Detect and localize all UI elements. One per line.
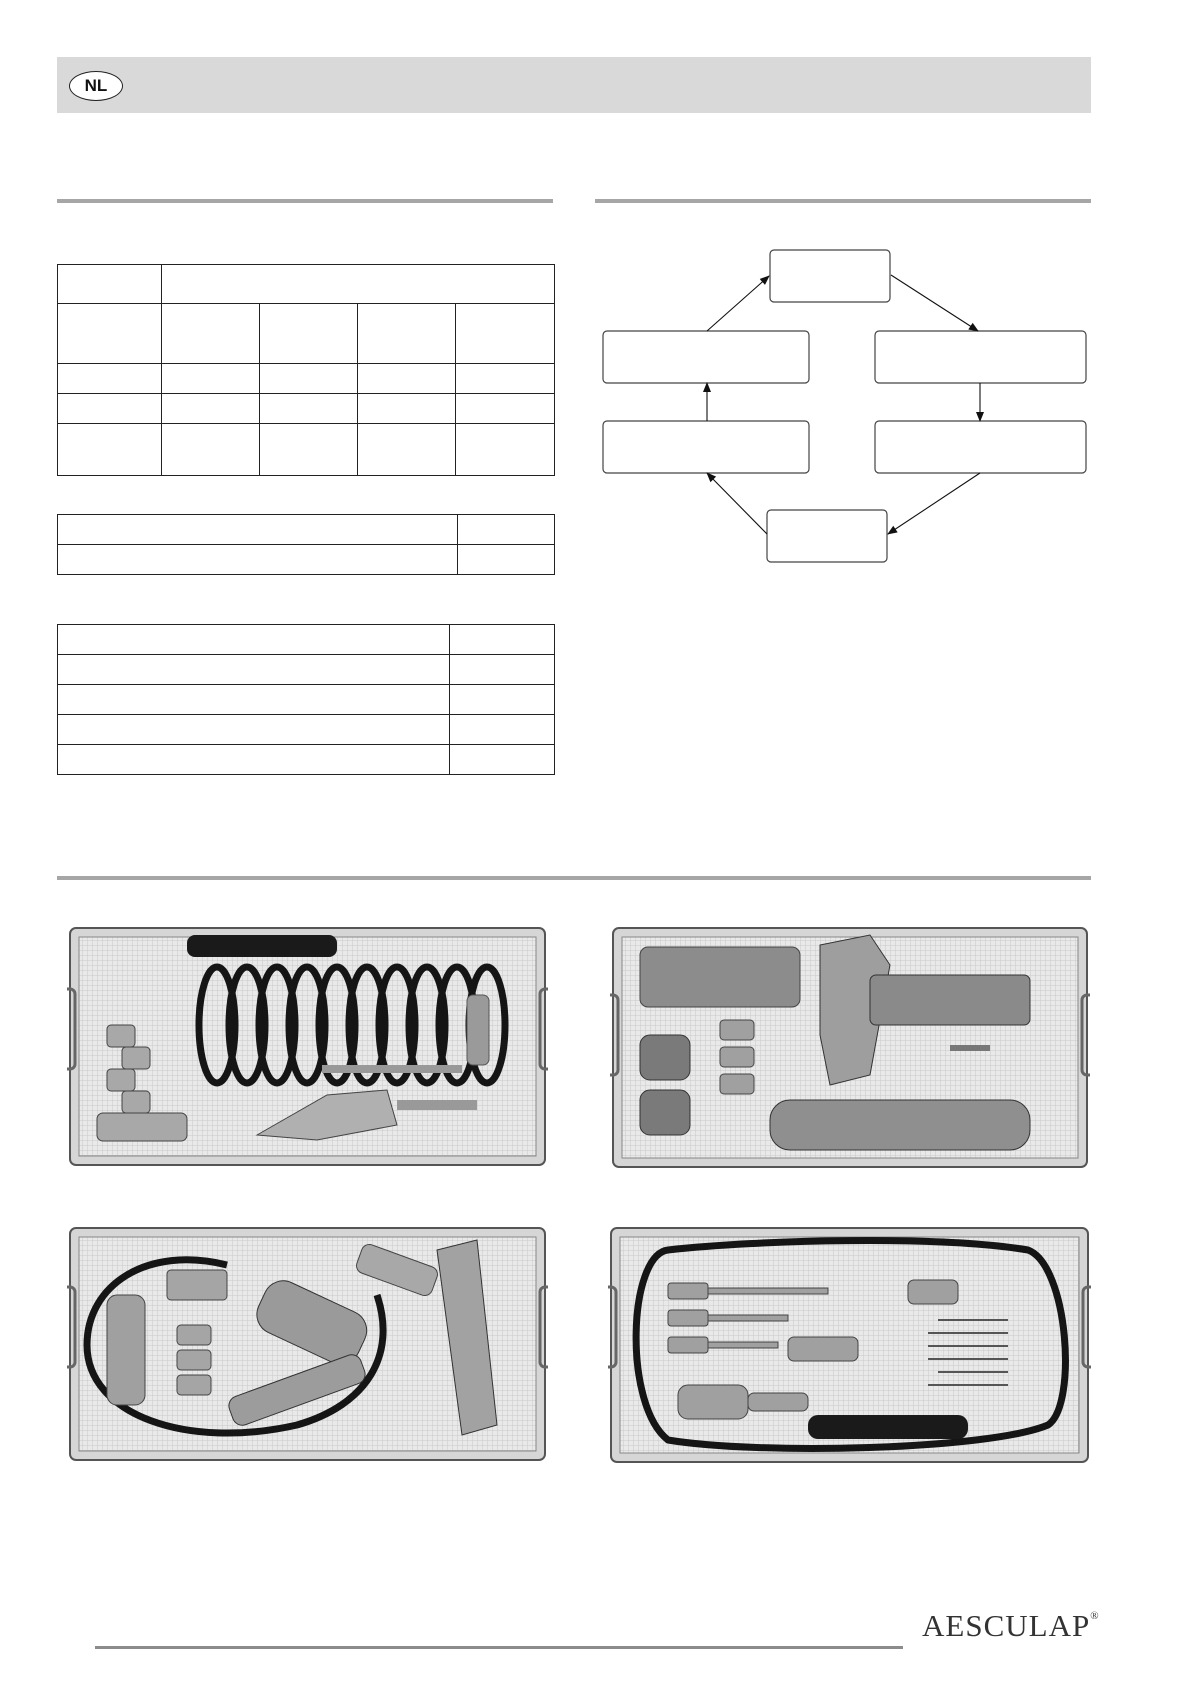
table-cell bbox=[450, 685, 555, 715]
table-row bbox=[58, 685, 555, 715]
table-cell bbox=[260, 394, 358, 424]
table-cell bbox=[260, 424, 358, 476]
table-cell bbox=[58, 364, 162, 394]
table-cell bbox=[58, 424, 162, 476]
table-cell bbox=[58, 545, 458, 575]
data-table-3 bbox=[57, 624, 555, 775]
cycle-arrow bbox=[891, 275, 978, 331]
data-table-1 bbox=[57, 264, 555, 476]
table-cell bbox=[162, 394, 260, 424]
table-cell bbox=[358, 424, 456, 476]
cycle-arrow bbox=[888, 473, 980, 534]
table-cell bbox=[162, 424, 260, 476]
table-row bbox=[58, 655, 555, 685]
table-cell bbox=[162, 304, 260, 364]
table-cell bbox=[450, 745, 555, 775]
table-row bbox=[58, 304, 555, 364]
table-row bbox=[58, 545, 555, 575]
cycle-arrow bbox=[707, 473, 767, 534]
table-cell bbox=[456, 364, 555, 394]
table-row bbox=[58, 625, 555, 655]
cycle-box-left-upper bbox=[603, 331, 809, 383]
section-rule-right bbox=[595, 199, 1091, 203]
section-rule-full bbox=[57, 876, 1091, 880]
table-cell bbox=[58, 515, 458, 545]
language-badge-icon: NL bbox=[69, 71, 123, 101]
table-cell bbox=[58, 715, 450, 745]
table-cell bbox=[58, 655, 450, 685]
table-row bbox=[58, 424, 555, 476]
cycle-box-right-lower bbox=[875, 421, 1086, 473]
table-cell bbox=[58, 304, 162, 364]
table-cell bbox=[458, 515, 555, 545]
table-cell bbox=[58, 394, 162, 424]
brand-logo-icon bbox=[922, 1608, 1100, 1648]
table-cell bbox=[162, 265, 555, 304]
table-cell bbox=[58, 685, 450, 715]
table-row bbox=[58, 265, 555, 304]
table-cell bbox=[162, 364, 260, 394]
table-row bbox=[58, 394, 555, 424]
tray-photo-icon bbox=[67, 925, 548, 1168]
data-table-2 bbox=[57, 514, 555, 575]
tray-photo-icon bbox=[67, 1225, 548, 1463]
footer-rule bbox=[95, 1646, 903, 1649]
cycle-arrow bbox=[707, 276, 769, 331]
section-rule-left bbox=[57, 199, 553, 203]
table-row bbox=[58, 745, 555, 775]
brand-logo-text: AESCULAP bbox=[922, 1608, 1091, 1643]
registered-mark: ® bbox=[1090, 1609, 1100, 1622]
table-cell bbox=[450, 715, 555, 745]
cycle-box-left-lower bbox=[603, 421, 809, 473]
table-cell bbox=[58, 265, 162, 304]
table-cell bbox=[456, 424, 555, 476]
header-bar bbox=[57, 57, 1091, 113]
table-cell bbox=[358, 394, 456, 424]
table-cell bbox=[450, 655, 555, 685]
table-cell bbox=[358, 364, 456, 394]
cycle-box-right-upper bbox=[875, 331, 1086, 383]
table-cell bbox=[358, 304, 456, 364]
cycle-box-bottom bbox=[767, 510, 887, 562]
process-cycle-diagram bbox=[595, 240, 1095, 580]
cycle-box-top bbox=[770, 250, 890, 302]
tray-photo-icon bbox=[610, 925, 1090, 1170]
table-row bbox=[58, 515, 555, 545]
table-cell bbox=[58, 625, 450, 655]
tray-photo-icon bbox=[608, 1225, 1091, 1465]
table-cell bbox=[450, 625, 555, 655]
table-cell bbox=[58, 745, 450, 775]
table-cell bbox=[456, 394, 555, 424]
table-row bbox=[58, 715, 555, 745]
table-row bbox=[58, 364, 555, 394]
table-cell bbox=[260, 364, 358, 394]
table-cell bbox=[260, 304, 358, 364]
table-cell bbox=[456, 304, 555, 364]
table-cell bbox=[458, 545, 555, 575]
